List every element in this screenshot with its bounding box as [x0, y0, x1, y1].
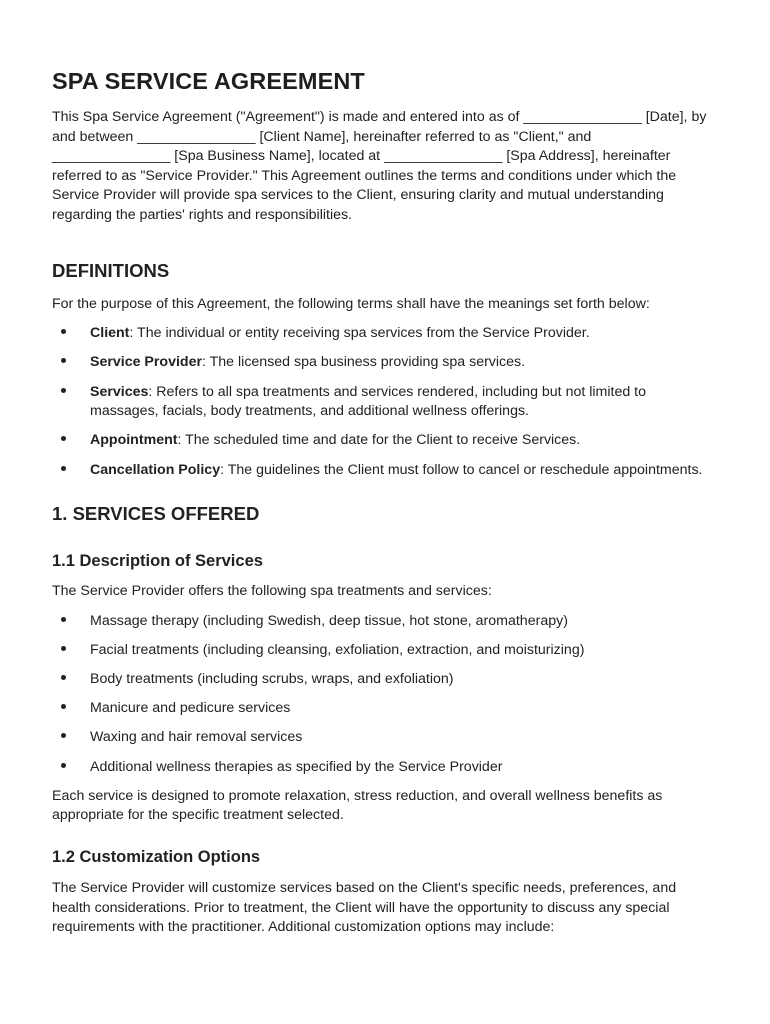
bullet-icon	[61, 646, 66, 651]
list-item	[52, 758, 712, 778]
definition-term: Services	[90, 383, 149, 400]
bullet-icon	[61, 733, 66, 738]
document-page	[52, 68, 712, 938]
section-1-1-lead: The Service Provider offers the following spa treatments and services:	[52, 583, 492, 600]
definition-text: : The guidelines the Client must follow to cancel or reschedule appointments.	[220, 461, 703, 478]
section-1-2-heading: 1.2 Customization Options	[52, 848, 261, 866]
bullet-icon	[61, 466, 66, 471]
list-item	[52, 728, 712, 748]
definition-item	[52, 353, 712, 373]
definition-text: : The licensed spa business providing spa services.	[202, 354, 526, 371]
service-item-text: Additional wellness therapies as specified by the Service Provider	[90, 758, 503, 775]
list-item	[52, 612, 712, 632]
definitions-list	[52, 324, 712, 480]
definition-text: : Refers to all spa treatments and services rendered, including but not limited to massages, facials, body treatments, and additional wellness offerings.	[90, 383, 646, 420]
bullet-icon	[61, 675, 66, 680]
section-1-1-closing: Each service is designed to promote relaxation, stress reduction, and overall wellness benefits as appropriate for the specific treatment selected.	[52, 787, 663, 824]
definitions-heading: DEFINITIONS	[52, 259, 170, 281]
definition-item	[52, 461, 712, 481]
section-1-1-heading: 1.1 Description of Services	[52, 552, 263, 571]
definition-text: : The scheduled time and date for the Client to receive Services.	[177, 432, 581, 449]
service-item-text: Body treatments (including scrubs, wraps, and exfoliation)	[90, 671, 454, 688]
section-1-2-text: The Service Provider will customize services based on the Client's specific needs, preferences, and health considerations. Prior to treatment, the Client will have the opportunity to discuss any special requirements with the practitioner. Additional customization options may include:	[52, 880, 677, 936]
service-item-text: Facial treatments (including cleansing, exfoliation, extraction, and moisturizing)	[90, 641, 585, 658]
bullet-icon	[61, 436, 66, 441]
bullet-icon	[61, 763, 66, 768]
bullet-icon	[61, 358, 66, 363]
bullet-icon	[61, 704, 66, 709]
service-item-text: Waxing and hair removal services	[90, 729, 303, 746]
intro-paragraph: This Spa Service Agreement ("Agreement") is made and entered into as of _______________ [Date], by and between _______________ [Client Name], hereinafter referred to as "Client," and _______________ [Spa Business Name], located at _______________ [Spa Address], hereinafter referred to as "Service Provider." This Agreement outlines the terms and conditions under which the Service Provider will provide spa services to the Client, ensuring clarity and mutual understanding regarding the parties' rights and responsibilities.	[52, 109, 707, 223]
definition-item	[52, 431, 712, 451]
section-1-heading: 1. SERVICES OFFERED	[52, 503, 260, 525]
definitions-lead: For the purpose of this Agreement, the following terms shall have the meanings set forth below:	[52, 295, 650, 312]
definition-term: Service Provider	[90, 354, 202, 371]
definition-item	[52, 383, 712, 422]
service-item-text: Manicure and pedicure services	[90, 700, 291, 717]
bullet-icon	[61, 388, 66, 393]
document-title: SPA SERVICE AGREEMENT	[52, 68, 365, 94]
list-item	[52, 641, 712, 661]
definition-term: Appointment	[90, 432, 178, 449]
definition-term: Client	[90, 325, 130, 342]
service-item-text: Massage therapy (including Swedish, deep tissue, hot stone, aromatherapy)	[90, 612, 568, 629]
definition-item	[52, 324, 712, 344]
definition-text: : The individual or entity receiving spa services from the Service Provider.	[129, 325, 590, 342]
services-list	[52, 612, 712, 778]
bullet-icon	[61, 617, 66, 622]
list-item	[52, 670, 712, 690]
definition-term: Cancellation Policy	[90, 461, 221, 478]
list-item	[52, 699, 712, 719]
bullet-icon	[61, 329, 66, 334]
